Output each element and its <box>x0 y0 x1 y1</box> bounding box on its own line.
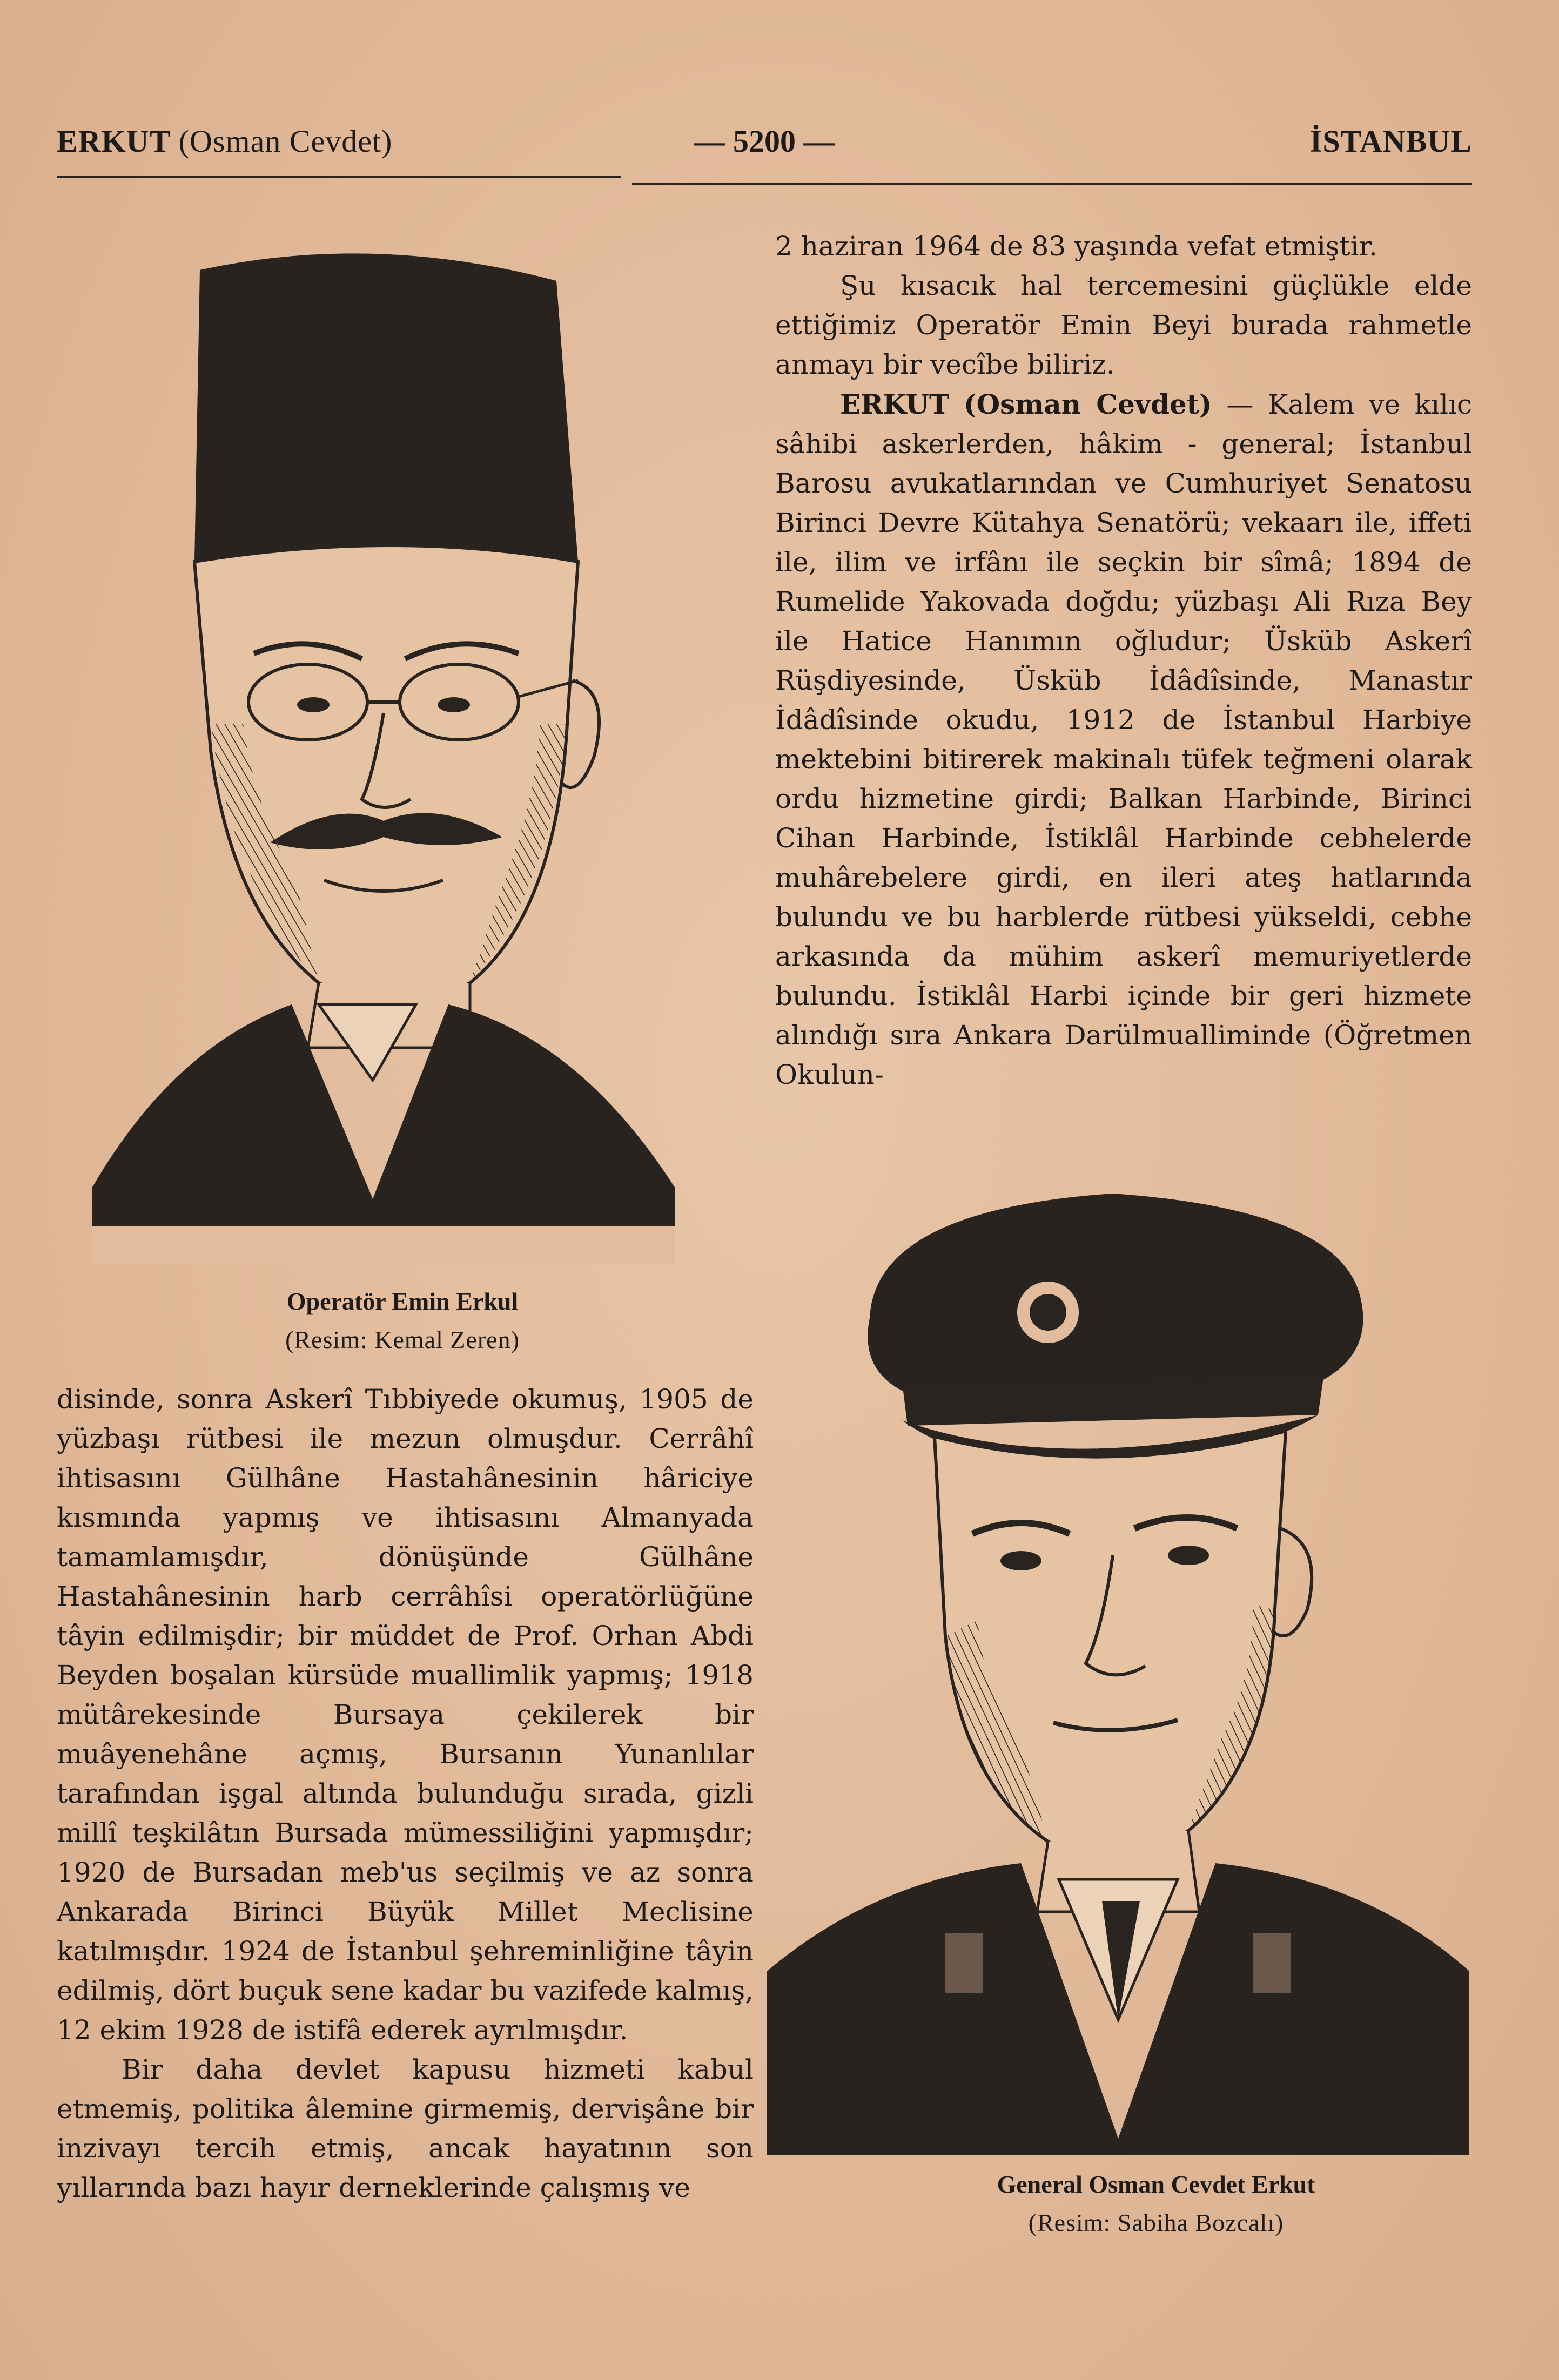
portrait-emin-erkul <box>92 238 675 1264</box>
caption-portrait-2 <box>886 2166 1426 2242</box>
paragraph: 2 haziran 1964 de 83 yaşında vefat etmiştir. <box>775 231 1377 262</box>
caption-credit: (Resim: Kemal Zeren) <box>285 1326 520 1353</box>
header-city: İSTANBUL <box>1309 124 1472 159</box>
header-rule-right <box>632 183 1472 185</box>
caption-name: Operatör Emin Erkul <box>286 1287 519 1315</box>
page-number: — 5200 — <box>694 124 835 159</box>
paragraph: Bir daha devlet kapusu hizmeti kabul etmemiş, politika âlemine girmemiş, dervişâne bir inzivayı tercih etmiş, ancak hayatının son yıllarında bazı hayır derneklerinde çalışmış ve <box>57 2054 754 2203</box>
header-rule-left <box>57 176 621 178</box>
header-entry-name: (Osman Cevdet) <box>178 124 393 159</box>
entry-body: — Kalem ve kılıc sâhibi askerlerden, hâkim - general; İstanbul Barosu avukatlarından ve Cumhuriyet Senatosu Birinci Devre Kütahya Senatörü; vekaarı ile, iffeti ile, ilim ve irfânı ile seçkin bir sîmâ; 1894 de Rumelide Yakovada doğdu; yüzbaşı Ali Rıza Bey ile Hatice Hanımın oğludur; Üsküb Askerî Rüşdiyesinde, Üsküb İdâdîsinde, Manastır İdâdîsinde okudu, 1912 de İstanbul Harbiye mektebini bitirerek makinalı tüfek teğmeni olarak ordu hizmetine girdi; Balkan Harbinde, Birinci Cihan Harbinde, İstiklâl Harbinde cebhelerde muhârebelere girdi, en ileri ateş hatlarında bulundu ve bu harblerde rütbesi yükseldi, cebhe arkasında da mühim askerî memuriyetlerde bulundu. İstiklâl Harbi içinde bir geri hizmete alındığı sıra Ankara Darülmualliminde (Öğretmen Okulun- <box>775 389 1472 1090</box>
entry-given-name: (Osman Cevdet) <box>963 388 1212 420</box>
entry-surname: ERKUT <box>840 388 950 420</box>
header-entry-surname: ERKUT <box>57 124 171 159</box>
paragraph: Şu kısacık hal tercemesini güçlükle elde ettiğimiz Operatör Emin Beyi burada rahmetle anmayı bir vecîbe biliriz. <box>775 270 1472 380</box>
caption-credit: (Resim: Sabiha Bozcalı) <box>1028 2209 1284 2236</box>
caption-portrait-1 <box>162 1283 643 1359</box>
caption-name: General Osman Cevdet Erkut <box>997 2170 1315 2198</box>
running-header <box>57 123 1472 183</box>
right-column-text <box>775 227 1472 1095</box>
paragraph: disinde, sonra Askerî Tıbbiyede okumuş, 1905 de yüzbaşı rütbesi ile mezun olmuşdur. Cerrâhî ihtisasını Gülhâne Hastahânesinin hâriciye kısmında yapmış ve ihtisasını Almanyada tamamlamışdır, dönüşünde Gülhâne Hastahânesinin harb cerrâhîsi operatörlüğüne tâyin edilmişdir; bir müddet de Prof. Orhan Abdi Beyden boşalan kürsüde muallimlik yapmış; 1918 mütârekesinde Bursaya çekilerek bir muâyenehâne açmış, Bursanın Yunanlılar tarafından işgal altında bulunduğu sırada, gizli millî teşkilâtın Bursada mümessiliğini yapmışdır; 1920 de Bursadan meb'us seçilmiş ve az sonra Ankarada Birinci Büyük Millet Meclisine katılmışdır. 1924 de İstanbul şehreminliğine tâyin edilmiş, dört buçuk sene kadar bu vazifede kalmış, 12 ekim 1928 de istifâ ederek ayrılmışdır. <box>57 1384 754 2046</box>
left-column-text <box>57 1380 754 2208</box>
portrait-osman-cevdet-erkut <box>767 1177 1469 2155</box>
entry-paragraph <box>775 385 1472 1095</box>
